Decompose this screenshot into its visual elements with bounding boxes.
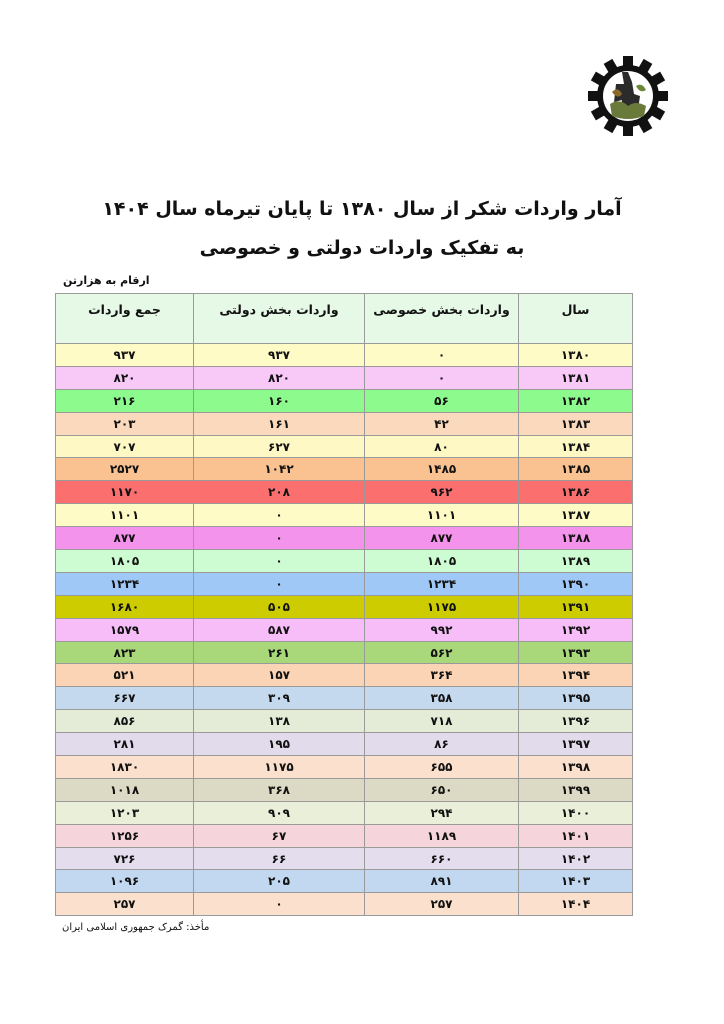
cell-government-imports: ۱۰۴۲ [194, 458, 365, 481]
cell-private-imports: ۱۱۷۵ [365, 595, 519, 618]
table-row [56, 618, 633, 641]
cell-government-imports: ۶۲۷ [194, 435, 365, 458]
cell-total-imports: ۱۱۰۱ [56, 504, 194, 527]
table-row [56, 847, 633, 870]
cell-total-imports: ۱۸۰۵ [56, 550, 194, 573]
cell-year: ۱۳۹۶ [519, 710, 633, 733]
table-row [56, 412, 633, 435]
cell-private-imports: ۷۱۸ [365, 710, 519, 733]
cell-private-imports: ۹۶۲ [365, 481, 519, 504]
cell-year: ۱۳۸۳ [519, 412, 633, 435]
cell-government-imports: ۰ [194, 550, 365, 573]
table-row [56, 733, 633, 756]
cell-total-imports: ۸۲۳ [56, 641, 194, 664]
cell-government-imports: ۱۶۰ [194, 389, 365, 412]
cell-year: ۱۴۰۰ [519, 801, 633, 824]
table-row [56, 389, 633, 412]
cell-total-imports: ۱۲۰۳ [56, 801, 194, 824]
cell-private-imports: ۹۹۲ [365, 618, 519, 641]
cell-year: ۱۳۸۱ [519, 366, 633, 389]
cell-year: ۱۳۸۷ [519, 504, 633, 527]
cell-year: ۱۳۹۱ [519, 595, 633, 618]
table-row [56, 801, 633, 824]
cell-private-imports: ۱۸۰۵ [365, 550, 519, 573]
cell-year: ۱۳۸۸ [519, 527, 633, 550]
cell-year: ۱۳۸۴ [519, 435, 633, 458]
cell-total-imports: ۲۵۷ [56, 893, 194, 916]
cell-year: ۱۳۹۹ [519, 778, 633, 801]
cell-total-imports: ۱۵۷۹ [56, 618, 194, 641]
table-row [56, 458, 633, 481]
cell-government-imports: ۹۰۹ [194, 801, 365, 824]
cell-year: ۱۳۹۳ [519, 641, 633, 664]
cell-government-imports: ۶۶ [194, 847, 365, 870]
table-row [56, 687, 633, 710]
table-row [56, 504, 633, 527]
cell-total-imports: ۲۱۶ [56, 389, 194, 412]
cell-year: ۱۳۸۶ [519, 481, 633, 504]
gear-logo-icon [588, 56, 668, 136]
table-row [56, 641, 633, 664]
cell-private-imports: ۱۴۸۵ [365, 458, 519, 481]
cell-total-imports: ۶۶۷ [56, 687, 194, 710]
cell-total-imports: ۷۰۷ [56, 435, 194, 458]
cell-government-imports: ۲۰۵ [194, 870, 365, 893]
table-row [56, 572, 633, 595]
header-private-imports: واردات بخش خصوصی [365, 294, 519, 344]
table-row [56, 366, 633, 389]
cell-total-imports: ۱۲۳۴ [56, 572, 194, 595]
gear-teeth [588, 56, 668, 136]
cell-private-imports: ۸۷۷ [365, 527, 519, 550]
cell-total-imports: ۱۲۵۶ [56, 824, 194, 847]
cell-year: ۱۴۰۲ [519, 847, 633, 870]
cell-private-imports: ۸۰ [365, 435, 519, 458]
cell-year: ۱۳۹۴ [519, 664, 633, 687]
cell-total-imports: ۲۵۲۷ [56, 458, 194, 481]
cell-total-imports: ۱۰۹۶ [56, 870, 194, 893]
table-body [56, 344, 633, 916]
cell-year: ۱۴۰۴ [519, 893, 633, 916]
cell-government-imports: ۰ [194, 572, 365, 595]
table-row [56, 893, 633, 916]
cell-private-imports: ۶۵۵ [365, 756, 519, 779]
cell-government-imports: ۲۶۱ [194, 641, 365, 664]
cell-total-imports: ۲۸۱ [56, 733, 194, 756]
cell-private-imports: ۸۹۱ [365, 870, 519, 893]
cell-total-imports: ۵۲۱ [56, 664, 194, 687]
table-row [56, 595, 633, 618]
cell-government-imports: ۲۰۸ [194, 481, 365, 504]
cell-year: ۱۳۸۹ [519, 550, 633, 573]
cell-private-imports: ۴۲ [365, 412, 519, 435]
cell-year: ۱۳۸۲ [519, 389, 633, 412]
cell-government-imports: ۱۱۷۵ [194, 756, 365, 779]
page-subtitle: به تفکیک واردات دولتی و خصوصی [199, 237, 525, 259]
cell-government-imports: ۳۰۹ [194, 687, 365, 710]
cell-government-imports: ۱۶۱ [194, 412, 365, 435]
cell-private-imports: ۸۶ [365, 733, 519, 756]
cell-year: ۱۴۰۳ [519, 870, 633, 893]
cell-private-imports: ۵۶ [365, 389, 519, 412]
cell-government-imports: ۳۶۸ [194, 778, 365, 801]
cell-private-imports: ۵۶۲ [365, 641, 519, 664]
cell-private-imports: ۰ [365, 344, 519, 367]
cell-total-imports: ۸۲۰ [56, 366, 194, 389]
header-total-imports: جمع واردات [56, 294, 194, 344]
table-row [56, 344, 633, 367]
cell-government-imports: ۰ [194, 504, 365, 527]
cell-government-imports: ۵۰۵ [194, 595, 365, 618]
cell-private-imports: ۰ [365, 366, 519, 389]
cell-government-imports: ۱۳۸ [194, 710, 365, 733]
cell-private-imports: ۶۵۰ [365, 778, 519, 801]
cell-year: ۱۳۹۲ [519, 618, 633, 641]
cell-year: ۱۳۹۸ [519, 756, 633, 779]
table-row [56, 550, 633, 573]
cell-government-imports: ۶۷ [194, 824, 365, 847]
cell-private-imports: ۶۶۰ [365, 847, 519, 870]
cell-year: ۱۳۸۰ [519, 344, 633, 367]
cell-total-imports: ۸۷۷ [56, 527, 194, 550]
page-title: آمار واردات شکر از سال ۱۳۸۰ تا پایان تیرماه سال ۱۴۰۴ [102, 198, 622, 220]
cell-government-imports: ۱۹۵ [194, 733, 365, 756]
table-row [56, 710, 633, 733]
cell-total-imports: ۱۱۷۰ [56, 481, 194, 504]
cell-government-imports: ۱۵۷ [194, 664, 365, 687]
cell-year: ۱۴۰۱ [519, 824, 633, 847]
table-row [56, 481, 633, 504]
cell-total-imports: ۱۸۳۰ [56, 756, 194, 779]
cell-total-imports: ۹۳۷ [56, 344, 194, 367]
table-row [56, 778, 633, 801]
cell-year: ۱۳۹۷ [519, 733, 633, 756]
unit-note: ارقام به هزارتن [63, 274, 150, 287]
cell-total-imports: ۷۲۶ [56, 847, 194, 870]
source-note: مأخذ: گمرک جمهوری اسلامی ایران [62, 922, 210, 933]
sugar-imports-table [55, 293, 633, 916]
cell-private-imports: ۳۶۴ [365, 664, 519, 687]
cell-government-imports: ۰ [194, 893, 365, 916]
cell-total-imports: ۱۰۱۸ [56, 778, 194, 801]
table-row [56, 664, 633, 687]
cell-year: ۱۳۹۰ [519, 572, 633, 595]
cell-total-imports: ۲۰۳ [56, 412, 194, 435]
cell-total-imports: ۱۶۸۰ [56, 595, 194, 618]
cell-government-imports: ۹۳۷ [194, 344, 365, 367]
cell-government-imports: ۵۸۷ [194, 618, 365, 641]
cell-private-imports: ۳۵۸ [365, 687, 519, 710]
table-row [56, 824, 633, 847]
table-header-row [56, 294, 633, 344]
cell-private-imports: ۱۱۸۹ [365, 824, 519, 847]
cell-government-imports: ۰ [194, 527, 365, 550]
header-year: سال [519, 294, 633, 344]
table-row [56, 756, 633, 779]
header-government-imports: واردات بخش دولتی [194, 294, 365, 344]
cell-total-imports: ۸۵۶ [56, 710, 194, 733]
cell-year: ۱۳۸۵ [519, 458, 633, 481]
cell-private-imports: ۱۲۳۴ [365, 572, 519, 595]
table-row [56, 527, 633, 550]
cell-private-imports: ۲۵۷ [365, 893, 519, 916]
table-row [56, 870, 633, 893]
cell-private-imports: ۲۹۴ [365, 801, 519, 824]
table-row [56, 435, 633, 458]
cell-year: ۱۳۹۵ [519, 687, 633, 710]
cell-government-imports: ۸۲۰ [194, 366, 365, 389]
cell-private-imports: ۱۱۰۱ [365, 504, 519, 527]
